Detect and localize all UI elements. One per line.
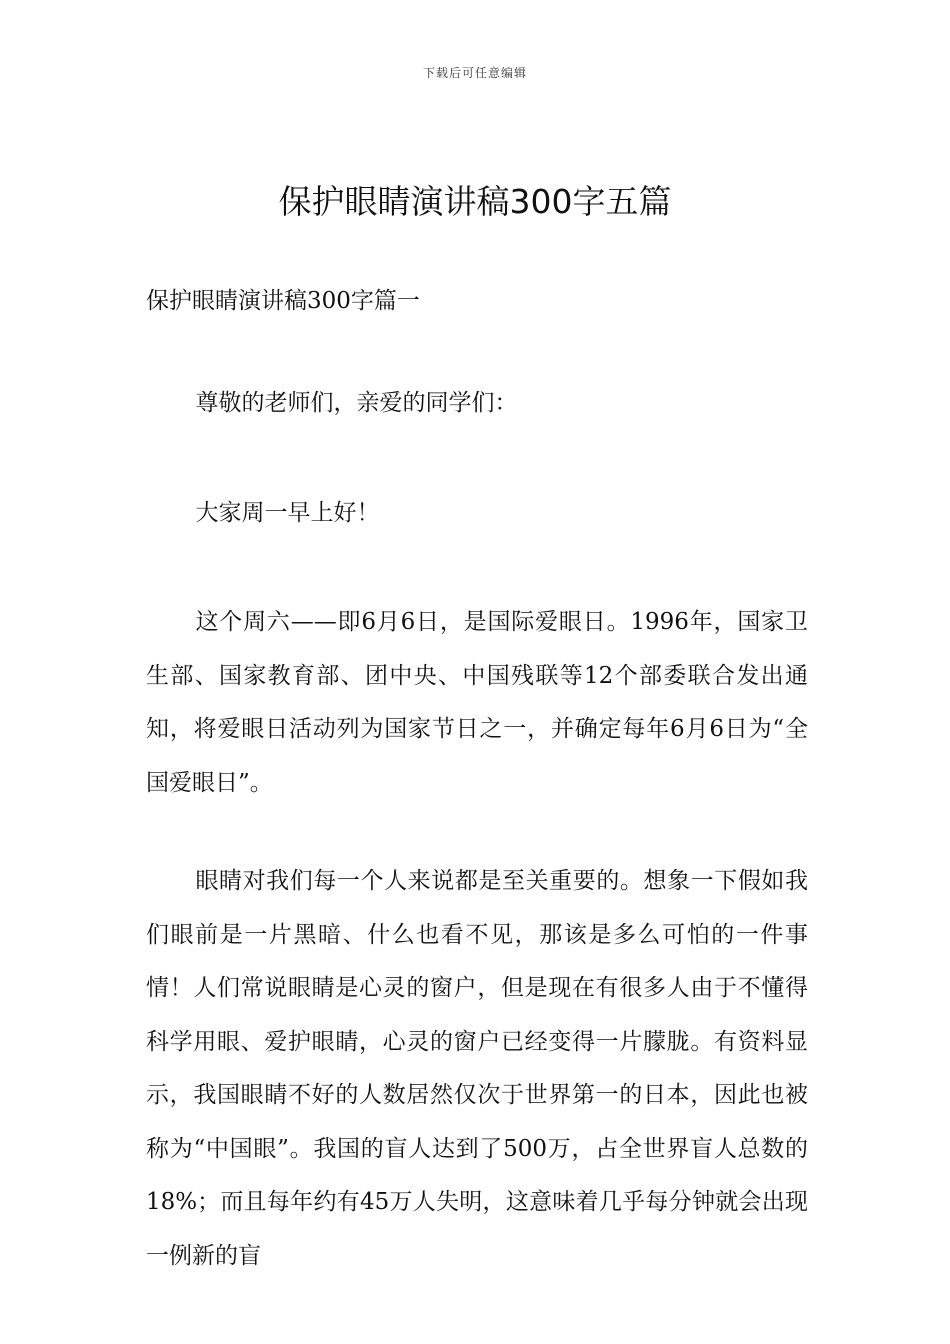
document-body [146,281,808,1339]
document-title: 保护眼睛演讲稿300字五篇 [278,182,672,221]
paragraph-greeting: 尊敬的老师们，亲爱的同学们： [195,390,518,416]
section-heading: 保护眼睛演讲稿300字篇一 [146,288,420,314]
paragraph-importance: 眼睛对我们每一个人来说都是至关重要的。想象一下假如我们眼前是一片黑暗、什么也看不见，那该是多么可怕的一件事情！人们常说眼睛是心灵的窗户，但是现在有很多人由于不懂得科学用眼、爱护眼睛，心灵的窗户已经变得一片朦胧。有资料显示，我国眼睛不好的人数居然仅次于世界第一的日本，因此也被称为“中国眼”。我国的盲人达到了500万，占全世界盲人总数的18%；而且每年约有45万人失明，这意味着几乎每分钟就会出现一例新的盲 [146,868,808,1269]
page-header-note: 下载后可任意编辑 [422,66,527,80]
paragraph-eye-day: 这个周六——即6月6日，是国际爱眼日。1996年，国家卫生部、国家教育部、团中央、中国残联等12个部委联合发出通知，将爱眼日活动列为国家节日之一，并确定每年6月6日为“全国爱眼日”。 [146,609,808,796]
paragraph-morning: 大家周一早上好！ [195,499,380,526]
